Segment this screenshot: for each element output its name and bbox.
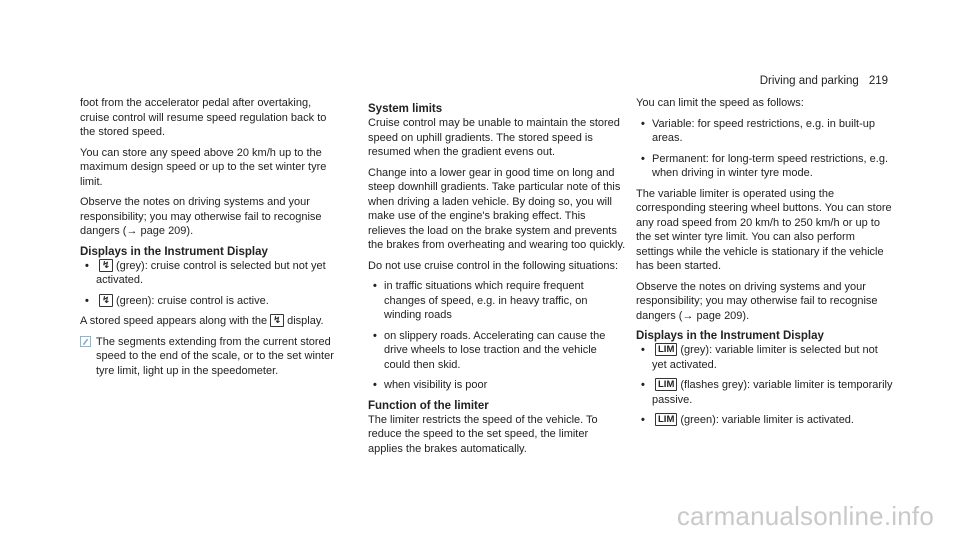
list-item: • ↯ (green): cruise control is active. [80, 294, 338, 309]
page-header [760, 74, 888, 89]
bullet-list [636, 343, 894, 428]
section-heading: Displays in the Instrument Display [80, 245, 268, 258]
section-heading: System limits [368, 103, 443, 115]
note [80, 335, 338, 379]
list-item: • on slippery roads. Accelerating can cause the drive wheels to lose traction and the vehicle could then skid. [368, 329, 626, 373]
bullet-list [636, 117, 894, 181]
watermark: carmanualsonline.info [676, 500, 934, 531]
list-item: • LIM (green): variable limiter is activated. [636, 413, 894, 428]
section-heading: Displays in the Instrument Display [636, 330, 824, 342]
info-icon [80, 336, 91, 347]
list-item: • in traffic situations which require frequent changes of speed, e.g. in heavy traffic, on winding roads [368, 279, 626, 323]
list-item: • Permanent: for long-term speed restrictions, e.g. when driving in winter tyre mode. [636, 152, 894, 181]
limiter-icon: LIM [655, 378, 677, 391]
list-item: • when visibility is poor [368, 378, 626, 393]
page-reference-arrow-icon: → [126, 225, 138, 237]
cruise-control-icon: ↯ [99, 259, 113, 272]
paragraph: Observe the notes on driving systems and your responsibility; you may otherwise fail to recognise dangers (→ page 209). [80, 196, 322, 237]
list-item: • LIM (grey): variable limiter is selected but not yet activated. [636, 343, 894, 372]
paragraph: A stored speed appears along with the ↯ display. [80, 315, 324, 327]
limiter-icon: LIM [655, 343, 677, 356]
paragraph: Observe the notes on driving systems and your responsibility; you may otherwise fail to recognise dangers (→ page 209). [636, 280, 878, 322]
page-reference-arrow-icon: → [682, 309, 694, 322]
paragraph: The variable limiter is operated using the corresponding steering wheel buttons. You can store any road speed from 20 km/h to 250 km/h or up to the set winter tyre limit. You can also perform settings while the vehicle is stationary if the vehicle has been started. [636, 187, 892, 272]
paragraph: Change into a lower gear in good time on long and steep downhill gradients. Take particular note of this when driving a laden vehicle. By doing so, you will make use of the engine's braking effect. This relieves the load on the brake system and prevents the brakes from overheating and wearing too quickly. [368, 166, 626, 251]
limiter-icon: LIM [655, 413, 677, 426]
list-item: • LIM (flashes grey): variable limiter is temporarily passive. [636, 378, 894, 407]
section-heading: Function of the limiter [368, 399, 489, 412]
bullet-list [80, 259, 338, 309]
note-text: The segments extending from the current stored speed to the end of the scale, or to the set winter tyre limit, light up in the speedometer. [96, 335, 334, 377]
paragraph: foot from the accelerator pedal after overtaking, cruise control will resume speed regulation back to the stored speed. [80, 97, 327, 138]
column-1 [80, 96, 338, 378]
cruise-control-icon: ↯ [99, 294, 113, 307]
section-title: Driving and parking [759, 75, 859, 87]
paragraph: You can limit the speed as follows: [636, 97, 804, 109]
bullet-list [368, 279, 626, 393]
cruise-control-icon: ↯ [270, 314, 284, 327]
list-item: • Variable: for speed restrictions, e.g. in built-up areas. [636, 117, 894, 146]
paragraph: The limiter restricts the speed of the vehicle. To reduce the speed to the set speed, the limiter applies the brakes automatically. [368, 413, 598, 455]
page-number: 219 [868, 75, 888, 87]
page-reference-link[interactable]: page 209). [137, 225, 194, 237]
column-3 [636, 96, 894, 434]
page-reference-link[interactable]: page 209). [693, 309, 750, 322]
column-2 [368, 96, 626, 462]
paragraph: Cruise control may be unable to maintain the stored speed on uphill gradients. The stored speed is resumed when the gradient evens out. [368, 117, 620, 158]
paragraph: You can store any speed above 20 km/h up to the maximum design speed or up to the set winter tyre limit. [80, 146, 327, 188]
list-item: • ↯ (grey): cruise control is selected but not yet activated. [80, 259, 338, 288]
paragraph: Do not use cruise control in the following situations: [368, 259, 619, 272]
